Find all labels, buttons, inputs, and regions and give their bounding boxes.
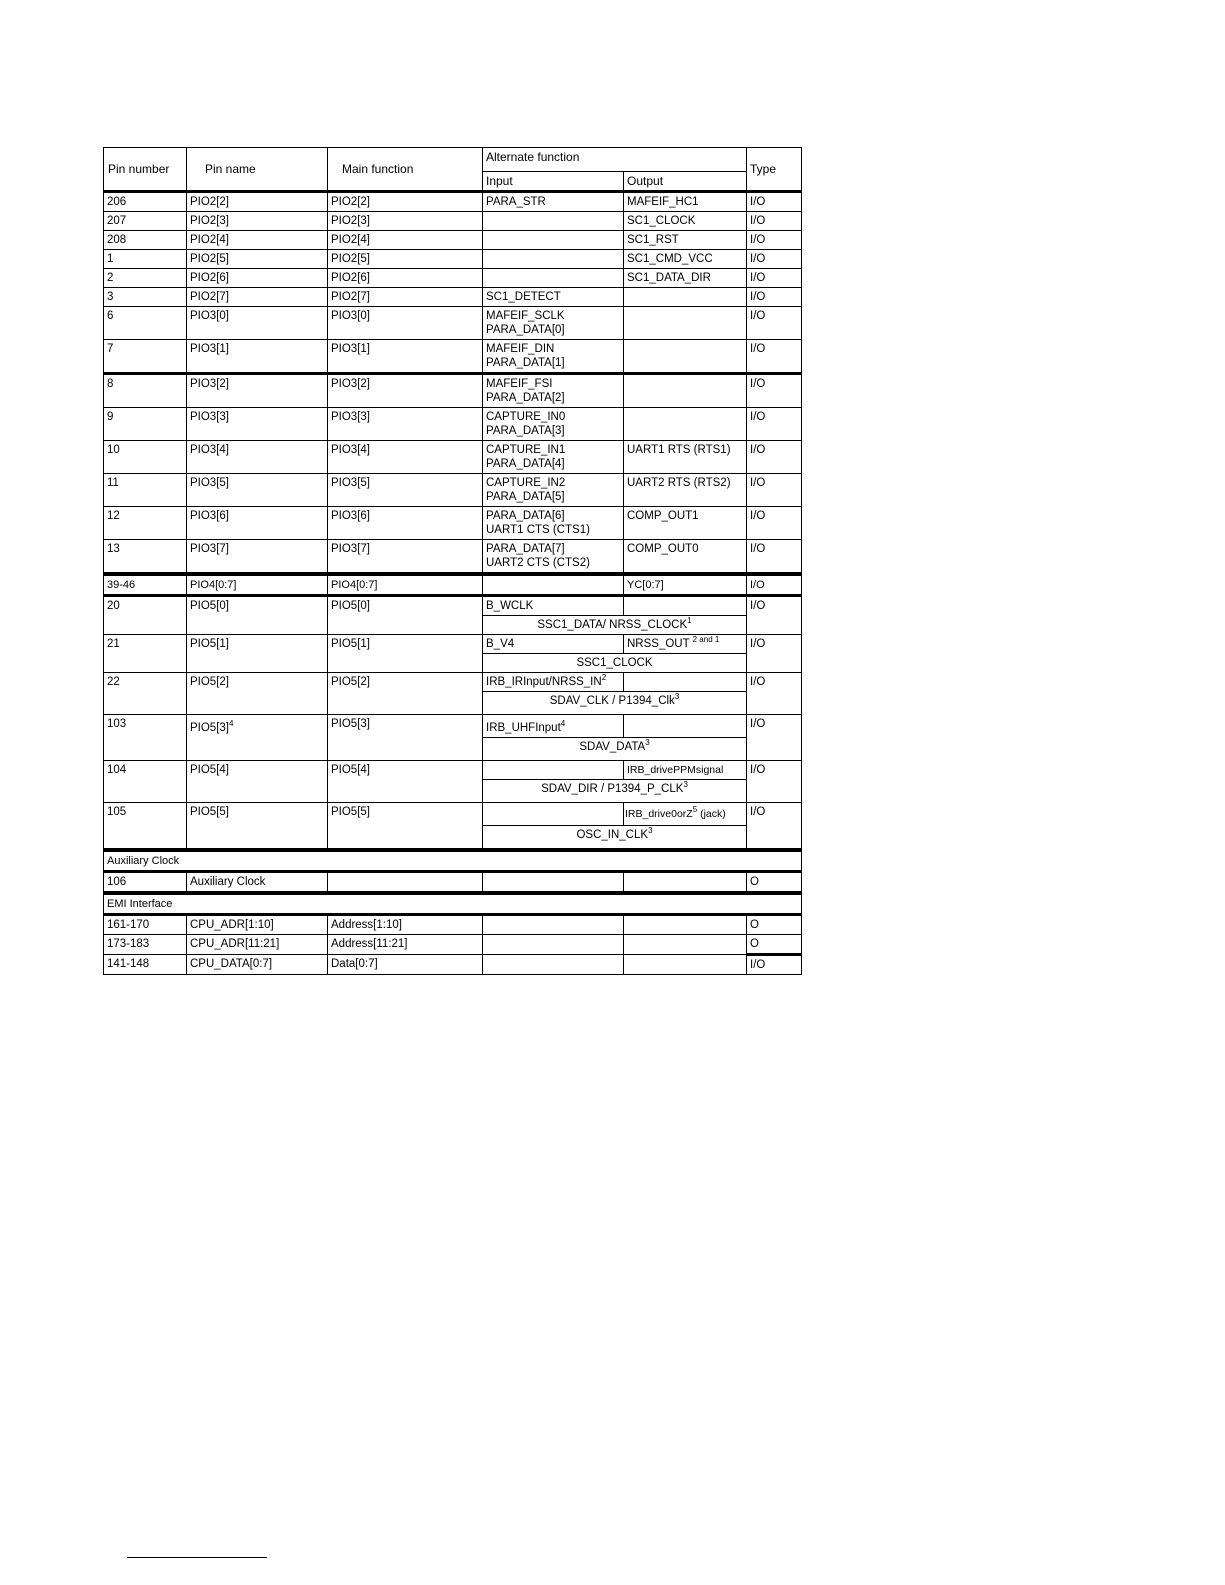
input-cell <box>483 715 624 738</box>
pin-name-cell: PIO5[1] <box>187 635 328 673</box>
table-row <box>104 288 802 307</box>
footnote-ref: 2 and 1 <box>692 635 720 644</box>
type-cell: I/O <box>747 596 802 635</box>
table-row <box>104 540 802 575</box>
footnote-ref: 3 <box>648 826 653 835</box>
table-row <box>104 474 802 507</box>
pin-name-cell: PIO3[4] <box>187 441 328 474</box>
main-function-cell: PIO3[7] <box>328 540 483 575</box>
type-cell: I/O <box>747 761 802 803</box>
pin-name-cell: PIO2[4] <box>187 231 328 250</box>
input-line: PARA_DATA[1] <box>486 357 565 369</box>
type-cell: I/O <box>747 635 802 673</box>
alternate-shared-cell <box>483 692 747 715</box>
main-function-cell: PIO3[5] <box>328 474 483 507</box>
table-row <box>104 715 802 738</box>
input-line: UART2 CTS (CTS2) <box>486 557 590 569</box>
pin-name-text: PIO5[3] <box>190 722 229 734</box>
pin-number-cell: 21 <box>104 635 187 673</box>
output-cell <box>624 872 747 894</box>
pin-name-cell: CPU_ADR[11:21] <box>187 935 328 955</box>
pin-name-cell <box>187 715 328 761</box>
main-function-cell: PIO3[4] <box>328 441 483 474</box>
input-line: CAPTURE_IN2 <box>486 477 566 489</box>
pin-number-cell: 9 <box>104 408 187 441</box>
table-row <box>104 761 802 780</box>
main-function-cell: PIO2[7] <box>328 288 483 307</box>
output-cell <box>624 408 747 441</box>
header-output: Output <box>624 172 747 192</box>
input-line: PARA_DATA[4] <box>486 458 565 470</box>
table-row <box>104 635 802 654</box>
footnote-separator <box>127 1557 267 1558</box>
output-cell: SC1_CMD_VCC <box>624 250 747 269</box>
table-row <box>104 374 802 408</box>
input-cell <box>483 803 624 826</box>
pin-number-cell: 20 <box>104 596 187 635</box>
table-row <box>104 231 802 250</box>
input-cell: SC1_DETECT <box>483 288 624 307</box>
input-line: MAFEIF_DIN <box>486 343 555 355</box>
type-cell: I/O <box>747 803 802 851</box>
table-row <box>104 269 802 288</box>
output-cell: SC1_RST <box>624 231 747 250</box>
input-cell <box>483 374 624 408</box>
pin-name-cell: PIO2[5] <box>187 250 328 269</box>
type-cell: I/O <box>747 715 802 761</box>
input-line: UART1 CTS (CTS1) <box>486 524 590 536</box>
section-heading-emi-interface: EMI Interface <box>104 893 802 915</box>
output-cell: SC1_DATA_DIR <box>624 269 747 288</box>
output-cell: UART1 RTS (RTS1) <box>624 441 747 474</box>
type-cell: I/O <box>747 574 802 596</box>
type-cell: I/O <box>747 408 802 441</box>
main-function-cell: PIO2[4] <box>328 231 483 250</box>
table-row <box>104 803 802 826</box>
pin-name-cell: CPU_ADR[1:10] <box>187 915 328 935</box>
alternate-shared-cell <box>483 780 747 803</box>
input-cell <box>483 673 624 692</box>
type-cell: I/O <box>747 441 802 474</box>
main-function-cell: PIO3[2] <box>328 374 483 408</box>
type-cell: I/O <box>747 340 802 374</box>
table-row <box>104 307 802 340</box>
pin-name-cell: PIO3[5] <box>187 474 328 507</box>
pin-number-cell: 105 <box>104 803 187 851</box>
footnote-ref: 1 <box>687 616 692 625</box>
main-function-cell: PIO5[3] <box>328 715 483 761</box>
main-function-cell: PIO3[0] <box>328 307 483 340</box>
header-pin-number: Pin number <box>104 148 187 192</box>
main-function-cell <box>328 872 483 894</box>
input-text: IRB_IRInput/NRSS_IN <box>486 676 602 688</box>
input-text: IRB_UHFInput <box>486 722 561 734</box>
header-main-function: Main function <box>328 148 483 192</box>
table-row <box>104 441 802 474</box>
input-cell: B_WCLK <box>483 596 624 616</box>
alternate-shared-cell <box>483 738 747 761</box>
main-function-cell: PIO2[6] <box>328 269 483 288</box>
main-function-cell: PIO3[1] <box>328 340 483 374</box>
output-cell: COMP_OUT1 <box>624 507 747 540</box>
main-function-cell: PIO3[3] <box>328 408 483 441</box>
output-cell <box>624 715 747 738</box>
pin-number-cell: 1 <box>104 250 187 269</box>
pin-name-cell: PIO2[2] <box>187 192 328 212</box>
pin-number-cell: 6 <box>104 307 187 340</box>
type-cell: O <box>747 935 802 955</box>
input-line: PARA_DATA[3] <box>486 425 565 437</box>
main-function-cell: PIO3[6] <box>328 507 483 540</box>
pin-number-cell: 11 <box>104 474 187 507</box>
table-row <box>104 574 802 596</box>
alternate-shared-text: OSC_IN_CLK <box>576 829 649 841</box>
type-cell: I/O <box>747 374 802 408</box>
alternate-shared-text: SDAV_DATA <box>579 741 646 753</box>
footnote-ref: 4 <box>229 719 234 728</box>
table-row <box>104 507 802 540</box>
table-row <box>104 915 802 935</box>
footnote-ref: 3 <box>674 692 680 701</box>
type-cell: O <box>747 872 802 894</box>
input-cell <box>483 474 624 507</box>
output-cell: YC[0:7] <box>624 574 747 596</box>
input-line: PARA_DATA[6] <box>486 510 565 522</box>
type-cell: I/O <box>747 250 802 269</box>
pin-number-cell: 10 <box>104 441 187 474</box>
pin-name-cell: PIO3[6] <box>187 507 328 540</box>
header-input: Input <box>483 172 624 192</box>
table-row <box>104 250 802 269</box>
main-function-cell: PIO5[2] <box>328 673 483 715</box>
table-row <box>104 673 802 692</box>
input-line: CAPTURE_IN0 <box>486 411 566 423</box>
main-function-cell: Address[1:10] <box>328 915 483 935</box>
pin-number-cell: 173-183 <box>104 935 187 955</box>
header-type: Type <box>747 148 802 192</box>
output-cell: COMP_OUT0 <box>624 540 747 575</box>
pin-name-cell: PIO2[3] <box>187 212 328 231</box>
output-cell <box>624 803 747 826</box>
footnote-ref: 3 <box>645 738 650 747</box>
pin-name-cell: PIO5[4] <box>187 761 328 803</box>
input-cell <box>483 250 624 269</box>
pin-number-cell: 2 <box>104 269 187 288</box>
table-row <box>104 340 802 374</box>
pin-number-cell: 39-46 <box>104 574 187 596</box>
type-cell: I/O <box>747 540 802 575</box>
input-cell <box>483 231 624 250</box>
input-cell: B_V4 <box>483 635 624 654</box>
table-row <box>104 212 802 231</box>
input-line: CAPTURE_IN1 <box>486 444 566 456</box>
type-cell: I/O <box>747 673 802 715</box>
alternate-shared-cell <box>483 826 747 851</box>
pin-name-cell: PIO5[0] <box>187 596 328 635</box>
pin-number-cell: 106 <box>104 872 187 894</box>
pin-name-cell: PIO5[2] <box>187 673 328 715</box>
type-cell: O <box>747 915 802 935</box>
input-cell <box>483 408 624 441</box>
footnote-ref: 2 <box>601 673 607 682</box>
pin-name-cell: PIO2[6] <box>187 269 328 288</box>
pin-number-cell: 8 <box>104 374 187 408</box>
header-alternate-function: Alternate function <box>483 148 747 172</box>
output-cell <box>624 915 747 935</box>
alternate-shared-cell: SSC1_CLOCK <box>483 654 747 673</box>
type-cell: I/O <box>747 269 802 288</box>
table-row <box>104 408 802 441</box>
type-cell: I/O <box>747 474 802 507</box>
output-cell: MAFEIF_HC1 <box>624 192 747 212</box>
output-cell <box>624 673 747 692</box>
alternate-shared-cell <box>483 616 747 635</box>
input-line: PARA_DATA[0] <box>486 324 565 336</box>
pin-name-cell: PIO2[7] <box>187 288 328 307</box>
pin-name-cell: Auxiliary Clock <box>187 872 328 894</box>
output-cell <box>624 635 747 654</box>
type-cell: I/O <box>747 212 802 231</box>
type-cell: I/O <box>747 288 802 307</box>
table-header-row <box>104 148 802 172</box>
input-cell <box>483 441 624 474</box>
pin-name-cell: PIO3[2] <box>187 374 328 408</box>
output-cell <box>624 955 747 975</box>
type-cell: I/O <box>747 192 802 212</box>
output-cell <box>624 935 747 955</box>
input-cell <box>483 935 624 955</box>
table-row <box>104 596 802 616</box>
main-function-cell: PIO2[2] <box>328 192 483 212</box>
input-line: MAFEIF_SCLK <box>486 310 565 322</box>
main-function-cell: Data[0:7] <box>328 955 483 975</box>
pin-number-cell: 141-148 <box>104 955 187 975</box>
input-cell <box>483 507 624 540</box>
pin-number-cell: 104 <box>104 761 187 803</box>
type-cell: I/O <box>747 307 802 340</box>
table-row <box>104 192 802 212</box>
header-pin-name: Pin name <box>187 148 328 192</box>
input-cell <box>483 915 624 935</box>
input-cell <box>483 761 624 780</box>
type-cell: I/O <box>747 231 802 250</box>
output-cell <box>624 340 747 374</box>
alternate-shared-text: SSC1_DATA/ NRSS_CLOCK <box>537 619 688 631</box>
type-cell: I/O <box>747 507 802 540</box>
input-cell: PARA_STR <box>483 192 624 212</box>
footnote-ref: 5 <box>692 805 698 814</box>
pin-number-cell: 13 <box>104 540 187 575</box>
table-row <box>104 872 802 894</box>
section-heading-auxiliary-clock: Auxiliary Clock <box>104 850 802 872</box>
type-cell: I/O <box>747 955 802 975</box>
alternate-shared-text: SDAV_CLK / P1394_Clk <box>549 695 675 707</box>
input-line: MAFEIF_FSI <box>486 378 553 390</box>
pin-number-cell: 103 <box>104 715 187 761</box>
main-function-cell: PIO4[0:7] <box>328 574 483 596</box>
input-cell <box>483 307 624 340</box>
section-heading-row <box>104 893 802 915</box>
output-cell: UART2 RTS (RTS2) <box>624 474 747 507</box>
input-line: PARA_DATA[5] <box>486 491 565 503</box>
pin-number-cell: 7 <box>104 340 187 374</box>
pin-number-cell: 12 <box>104 507 187 540</box>
main-function-cell: PIO5[0] <box>328 596 483 635</box>
output-cell <box>624 307 747 340</box>
main-function-cell: PIO2[5] <box>328 250 483 269</box>
pin-name-cell: PIO3[3] <box>187 408 328 441</box>
pin-name-cell: PIO3[1] <box>187 340 328 374</box>
input-cell <box>483 340 624 374</box>
pin-number-cell: 22 <box>104 673 187 715</box>
footnote-ref: 3 <box>683 780 688 789</box>
pin-number-cell: 3 <box>104 288 187 307</box>
input-cell <box>483 269 624 288</box>
input-cell <box>483 212 624 231</box>
pin-name-cell: CPU_DATA[0:7] <box>187 955 328 975</box>
section-heading-row <box>104 850 802 872</box>
input-cell <box>483 872 624 894</box>
main-function-cell: PIO5[1] <box>328 635 483 673</box>
output-cell: SC1_CLOCK <box>624 212 747 231</box>
pin-name-cell: PIO3[0] <box>187 307 328 340</box>
input-cell <box>483 955 624 975</box>
pin-number-cell: 206 <box>104 192 187 212</box>
pin-number-cell: 207 <box>104 212 187 231</box>
main-function-cell: PIO5[5] <box>328 803 483 851</box>
input-cell <box>483 574 624 596</box>
input-cell <box>483 540 624 575</box>
main-function-cell: PIO2[3] <box>328 212 483 231</box>
pin-name-cell: PIO3[7] <box>187 540 328 575</box>
main-function-cell: Address[11:21] <box>328 935 483 955</box>
input-line: PARA_DATA[2] <box>486 392 565 404</box>
table-row <box>104 935 802 955</box>
output-text: NRSS_OUT <box>627 638 690 650</box>
alternate-shared-text: SDAV_DIR / P1394_P_CLK <box>541 783 684 795</box>
pin-name-cell: PIO5[5] <box>187 803 328 851</box>
output-cell <box>624 374 747 408</box>
output-text: IRB_drive0orZ <box>625 808 693 820</box>
output-cell <box>624 596 747 616</box>
pin-table <box>103 147 802 975</box>
input-line: PARA_DATA[7] <box>486 543 565 555</box>
pin-number-cell: 161-170 <box>104 915 187 935</box>
footnote-ref: 4 <box>560 719 566 728</box>
output-cell <box>624 288 747 307</box>
pin-name-cell: PIO4[0:7] <box>187 574 328 596</box>
output-cell: IRB_drivePPMsignal <box>624 761 747 780</box>
main-function-cell: PIO5[4] <box>328 761 483 803</box>
table-row <box>104 955 802 975</box>
pin-number-cell: 208 <box>104 231 187 250</box>
output-suffix: (jack) <box>697 808 726 820</box>
